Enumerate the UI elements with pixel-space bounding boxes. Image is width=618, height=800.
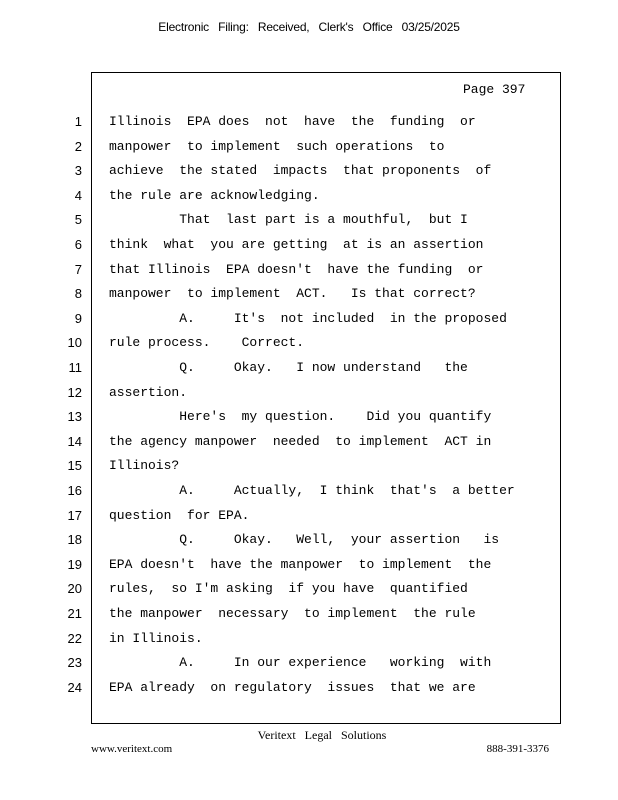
line-number: 12 [67,385,82,400]
line-number: 5 [74,212,82,227]
transcript-line: Illinois? [109,458,180,473]
line-number: 16 [67,483,82,498]
transcript-line: manpower to implement such operations to [109,139,445,154]
transcript-line: A. It's not included in the proposed [109,311,507,326]
transcript-line: Here's my question. Did you quantify [109,409,492,424]
line-number: 24 [67,680,82,695]
footer-website: www.veritext.com [91,743,173,755]
footer-company: Veritext Legal Solutions [257,728,387,742]
transcript-line: rule process. Correct. [109,335,305,350]
transcript-line: think what you are getting at is an assertion [109,237,484,252]
line-number: 4 [74,188,82,203]
transcript-line: EPA already on regulatory issues that we are [109,680,476,695]
transcript-line: Q. Okay. Well, your assertion is [109,532,500,547]
transcript-line: the agency manpower needed to implement ACT in [109,434,492,449]
transcript-line: the rule are acknowledging. [109,188,320,203]
page-number: Page 397 [463,82,526,97]
line-number: 22 [67,631,82,646]
line-number: 3 [74,163,82,178]
transcript-line: question for EPA. [109,508,250,523]
transcript-line: achieve the stated impacts that proponents of [109,163,492,178]
line-number: 19 [67,557,82,572]
transcript-line: manpower to implement ACT. Is that correct? [109,286,476,301]
transcript-line: Q. Okay. I now understand the [109,360,468,375]
line-number: 20 [67,581,82,596]
line-number: 2 [74,139,82,154]
line-number: 8 [74,286,82,301]
line-number: 10 [67,335,82,350]
line-number: 1 [74,114,82,129]
footer-phone: 888-391-3376 [486,743,549,755]
line-number: 13 [67,409,82,424]
transcript-line: that Illinois EPA doesn't have the funding or [109,262,484,277]
line-number: 15 [67,458,82,473]
transcript-line: rules, so I'm asking if you have quantified [109,581,468,596]
filing-stamp: Electronic Filing: Received, Clerk's Office 03/25/2025 [158,20,460,34]
transcript-line: the manpower necessary to implement the rule [109,606,476,621]
transcript-line: Illinois EPA does not have the funding or [109,114,476,129]
line-number: 14 [67,434,82,449]
line-number: 21 [67,606,82,621]
line-number: 11 [68,360,82,375]
line-number: 18 [67,532,82,547]
transcript-line: That last part is a mouthful, but I [109,212,468,227]
transcript-line: assertion. [109,385,188,400]
transcript-line: A. Actually, I think that's a better [109,483,515,498]
line-number: 9 [74,311,82,326]
line-number: 23 [67,655,82,670]
line-number: 6 [74,237,82,252]
line-number: 7 [74,262,82,277]
transcript-line: in Illinois. [109,631,203,646]
transcript-line: A. In our experience working with [109,655,492,670]
line-number: 17 [67,508,82,523]
transcript-line: EPA doesn't have the manpower to implement the [109,557,492,572]
